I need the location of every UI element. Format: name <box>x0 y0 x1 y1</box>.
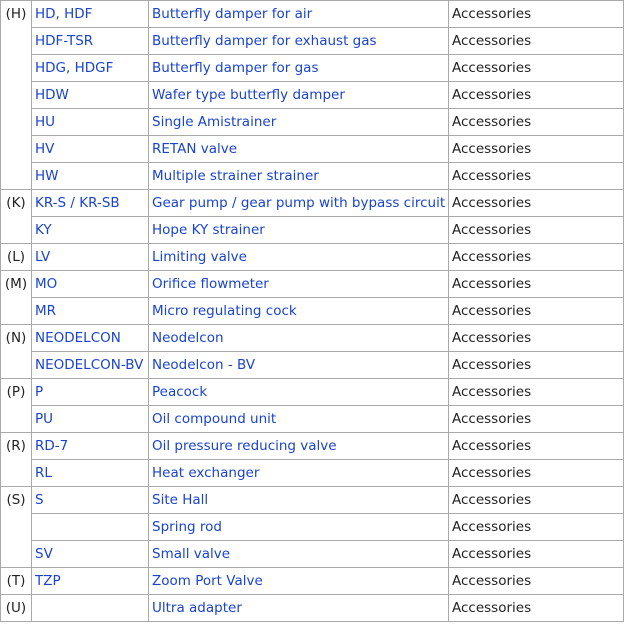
group-letter: (L) <box>1 244 32 271</box>
table-row <box>1 514 624 541</box>
model-code-link[interactable]: NEODELCON <box>35 330 121 346</box>
description-link[interactable]: Oil compound unit <box>152 411 277 427</box>
model-code-link[interactable]: HV <box>35 141 55 157</box>
table-row <box>1 433 624 460</box>
description-link[interactable]: Oil pressure reducing valve <box>152 438 337 454</box>
description-cell <box>149 244 449 271</box>
model-code-cell <box>32 460 149 487</box>
description-link[interactable]: Single Amistrainer <box>152 114 277 130</box>
category-cell: Accessories <box>449 190 624 217</box>
category-cell: Accessories <box>449 82 624 109</box>
model-code-link[interactable]: KR-S / KR-SB <box>35 195 120 211</box>
category-cell: Accessories <box>449 163 624 190</box>
description-link[interactable]: RETAN valve <box>152 141 238 157</box>
model-code-link[interactable]: KY <box>35 222 52 238</box>
model-code-cell <box>32 136 149 163</box>
group-letter: (S) <box>1 487 32 568</box>
model-code-link[interactable]: LV <box>35 249 51 265</box>
description-cell <box>149 109 449 136</box>
model-code-cell <box>32 406 149 433</box>
category-cell: Accessories <box>449 433 624 460</box>
group-letter: (H) <box>1 1 32 190</box>
model-code-cell <box>32 109 149 136</box>
model-code-link[interactable]: S <box>35 492 44 508</box>
model-code-link[interactable]: HDF-TSR <box>35 33 94 49</box>
category-cell: Accessories <box>449 55 624 82</box>
category-cell: Accessories <box>449 244 624 271</box>
model-code-link[interactable]: TZP <box>35 573 61 589</box>
description-cell <box>149 1 449 28</box>
model-code-link[interactable]: P <box>35 384 44 400</box>
table-row <box>1 568 624 595</box>
description-link[interactable]: Micro regulating cock <box>152 303 297 319</box>
model-code-cell <box>32 298 149 325</box>
category-cell: Accessories <box>449 568 624 595</box>
category-cell: Accessories <box>449 298 624 325</box>
model-code-cell <box>32 379 149 406</box>
description-cell <box>149 514 449 541</box>
model-code-link[interactable]: MO <box>35 276 58 292</box>
category-cell: Accessories <box>449 217 624 244</box>
category-cell: Accessories <box>449 325 624 352</box>
category-cell: Accessories <box>449 271 624 298</box>
description-link[interactable]: Ultra adapter <box>152 600 242 616</box>
description-link[interactable]: Gear pump / gear pump with bypass circuit <box>152 195 446 211</box>
category-cell: Accessories <box>449 1 624 28</box>
group-letter: (T) <box>1 568 32 595</box>
description-cell <box>149 433 449 460</box>
table-row <box>1 352 624 379</box>
model-code-cell <box>32 217 149 244</box>
model-code-link[interactable]: MR <box>35 303 57 319</box>
table-row <box>1 163 624 190</box>
description-cell <box>149 352 449 379</box>
model-code-cell <box>32 55 149 82</box>
model-code-cell <box>32 82 149 109</box>
description-link[interactable]: Peacock <box>152 384 208 400</box>
description-link[interactable]: Spring rod <box>152 519 222 535</box>
model-code-cell <box>32 325 149 352</box>
description-cell <box>149 325 449 352</box>
description-link[interactable]: Limiting valve <box>152 249 247 265</box>
description-cell <box>149 487 449 514</box>
description-link[interactable]: Hope KY strainer <box>152 222 265 238</box>
table-row <box>1 325 624 352</box>
table-row <box>1 379 624 406</box>
table-row <box>1 406 624 433</box>
model-code-cell <box>32 163 149 190</box>
table-row <box>1 217 624 244</box>
model-code-cell <box>32 190 149 217</box>
model-code-link[interactable]: SV <box>35 546 53 562</box>
model-code-link[interactable]: HU <box>35 114 56 130</box>
table-row <box>1 1 624 28</box>
model-code-cell <box>32 568 149 595</box>
table-row <box>1 136 624 163</box>
table-row <box>1 271 624 298</box>
category-cell: Accessories <box>449 379 624 406</box>
table-row <box>1 28 624 55</box>
model-code-link[interactable]: HW <box>35 168 59 184</box>
description-cell <box>149 190 449 217</box>
group-letter: (N) <box>1 325 32 379</box>
model-code-cell <box>32 487 149 514</box>
model-code-cell <box>32 433 149 460</box>
description-link[interactable]: Zoom Port Valve <box>152 573 263 589</box>
description-cell <box>149 163 449 190</box>
table-row <box>1 82 624 109</box>
model-code-link[interactable]: RD-7 <box>35 438 69 454</box>
group-letter: (R) <box>1 433 32 487</box>
group-letter: (M) <box>1 271 32 325</box>
description-cell <box>149 82 449 109</box>
table-row <box>1 190 624 217</box>
model-code-cell <box>32 352 149 379</box>
model-code-cell <box>32 595 149 622</box>
description-link[interactable]: Orifice flowmeter <box>152 276 269 292</box>
category-cell: Accessories <box>449 595 624 622</box>
group-letter: (K) <box>1 190 32 244</box>
description-cell <box>149 460 449 487</box>
description-link[interactable]: Wafer type butterfly damper <box>152 87 345 103</box>
model-code-link[interactable]: NEODELCON-BV <box>35 357 144 373</box>
description-cell <box>149 217 449 244</box>
group-letter: (U) <box>1 595 32 622</box>
description-cell <box>149 541 449 568</box>
model-code-cell <box>32 271 149 298</box>
model-code-cell <box>32 244 149 271</box>
product-index-body <box>1 1 624 622</box>
model-code-link[interactable]: HDW <box>35 87 69 103</box>
description-cell <box>149 136 449 163</box>
table-row <box>1 109 624 136</box>
table-row <box>1 55 624 82</box>
category-cell: Accessories <box>449 460 624 487</box>
description-cell <box>149 271 449 298</box>
category-cell: Accessories <box>449 406 624 433</box>
model-code-link[interactable]: HDG, HDGF <box>35 60 114 76</box>
model-code-cell <box>32 1 149 28</box>
category-cell: Accessories <box>449 352 624 379</box>
table-row <box>1 460 624 487</box>
description-cell <box>149 379 449 406</box>
description-cell <box>149 28 449 55</box>
table-row <box>1 541 624 568</box>
description-link[interactable]: Neodelcon <box>152 330 224 346</box>
model-code-link[interactable]: HD, HDF <box>35 6 93 22</box>
table-row <box>1 244 624 271</box>
description-link[interactable]: Butterfly damper for exhaust gas <box>152 33 377 49</box>
category-cell: Accessories <box>449 487 624 514</box>
description-link[interactable]: Butterfly damper for gas <box>152 60 319 76</box>
description-link[interactable]: Neodelcon - BV <box>152 357 256 373</box>
model-code-link[interactable]: RL <box>35 465 52 481</box>
description-cell <box>149 298 449 325</box>
description-link[interactable]: Multiple strainer strainer <box>152 168 319 184</box>
category-cell: Accessories <box>449 136 624 163</box>
description-cell <box>149 568 449 595</box>
category-cell: Accessories <box>449 28 624 55</box>
description-link[interactable]: Site Hall <box>152 492 209 508</box>
description-link[interactable]: Small valve <box>152 546 231 562</box>
description-cell <box>149 595 449 622</box>
table-row <box>1 595 624 622</box>
category-cell: Accessories <box>449 109 624 136</box>
model-code-link[interactable]: PU <box>35 411 54 427</box>
category-cell: Accessories <box>449 514 624 541</box>
model-code-cell <box>32 541 149 568</box>
model-code-cell <box>32 514 149 541</box>
table-row <box>1 487 624 514</box>
description-cell <box>149 406 449 433</box>
model-code-cell <box>32 28 149 55</box>
description-cell <box>149 55 449 82</box>
table-row <box>1 298 624 325</box>
description-link[interactable]: Heat exchanger <box>152 465 260 481</box>
description-link[interactable]: Butterfly damper for air <box>152 6 313 22</box>
category-cell: Accessories <box>449 541 624 568</box>
group-letter: (P) <box>1 379 32 433</box>
